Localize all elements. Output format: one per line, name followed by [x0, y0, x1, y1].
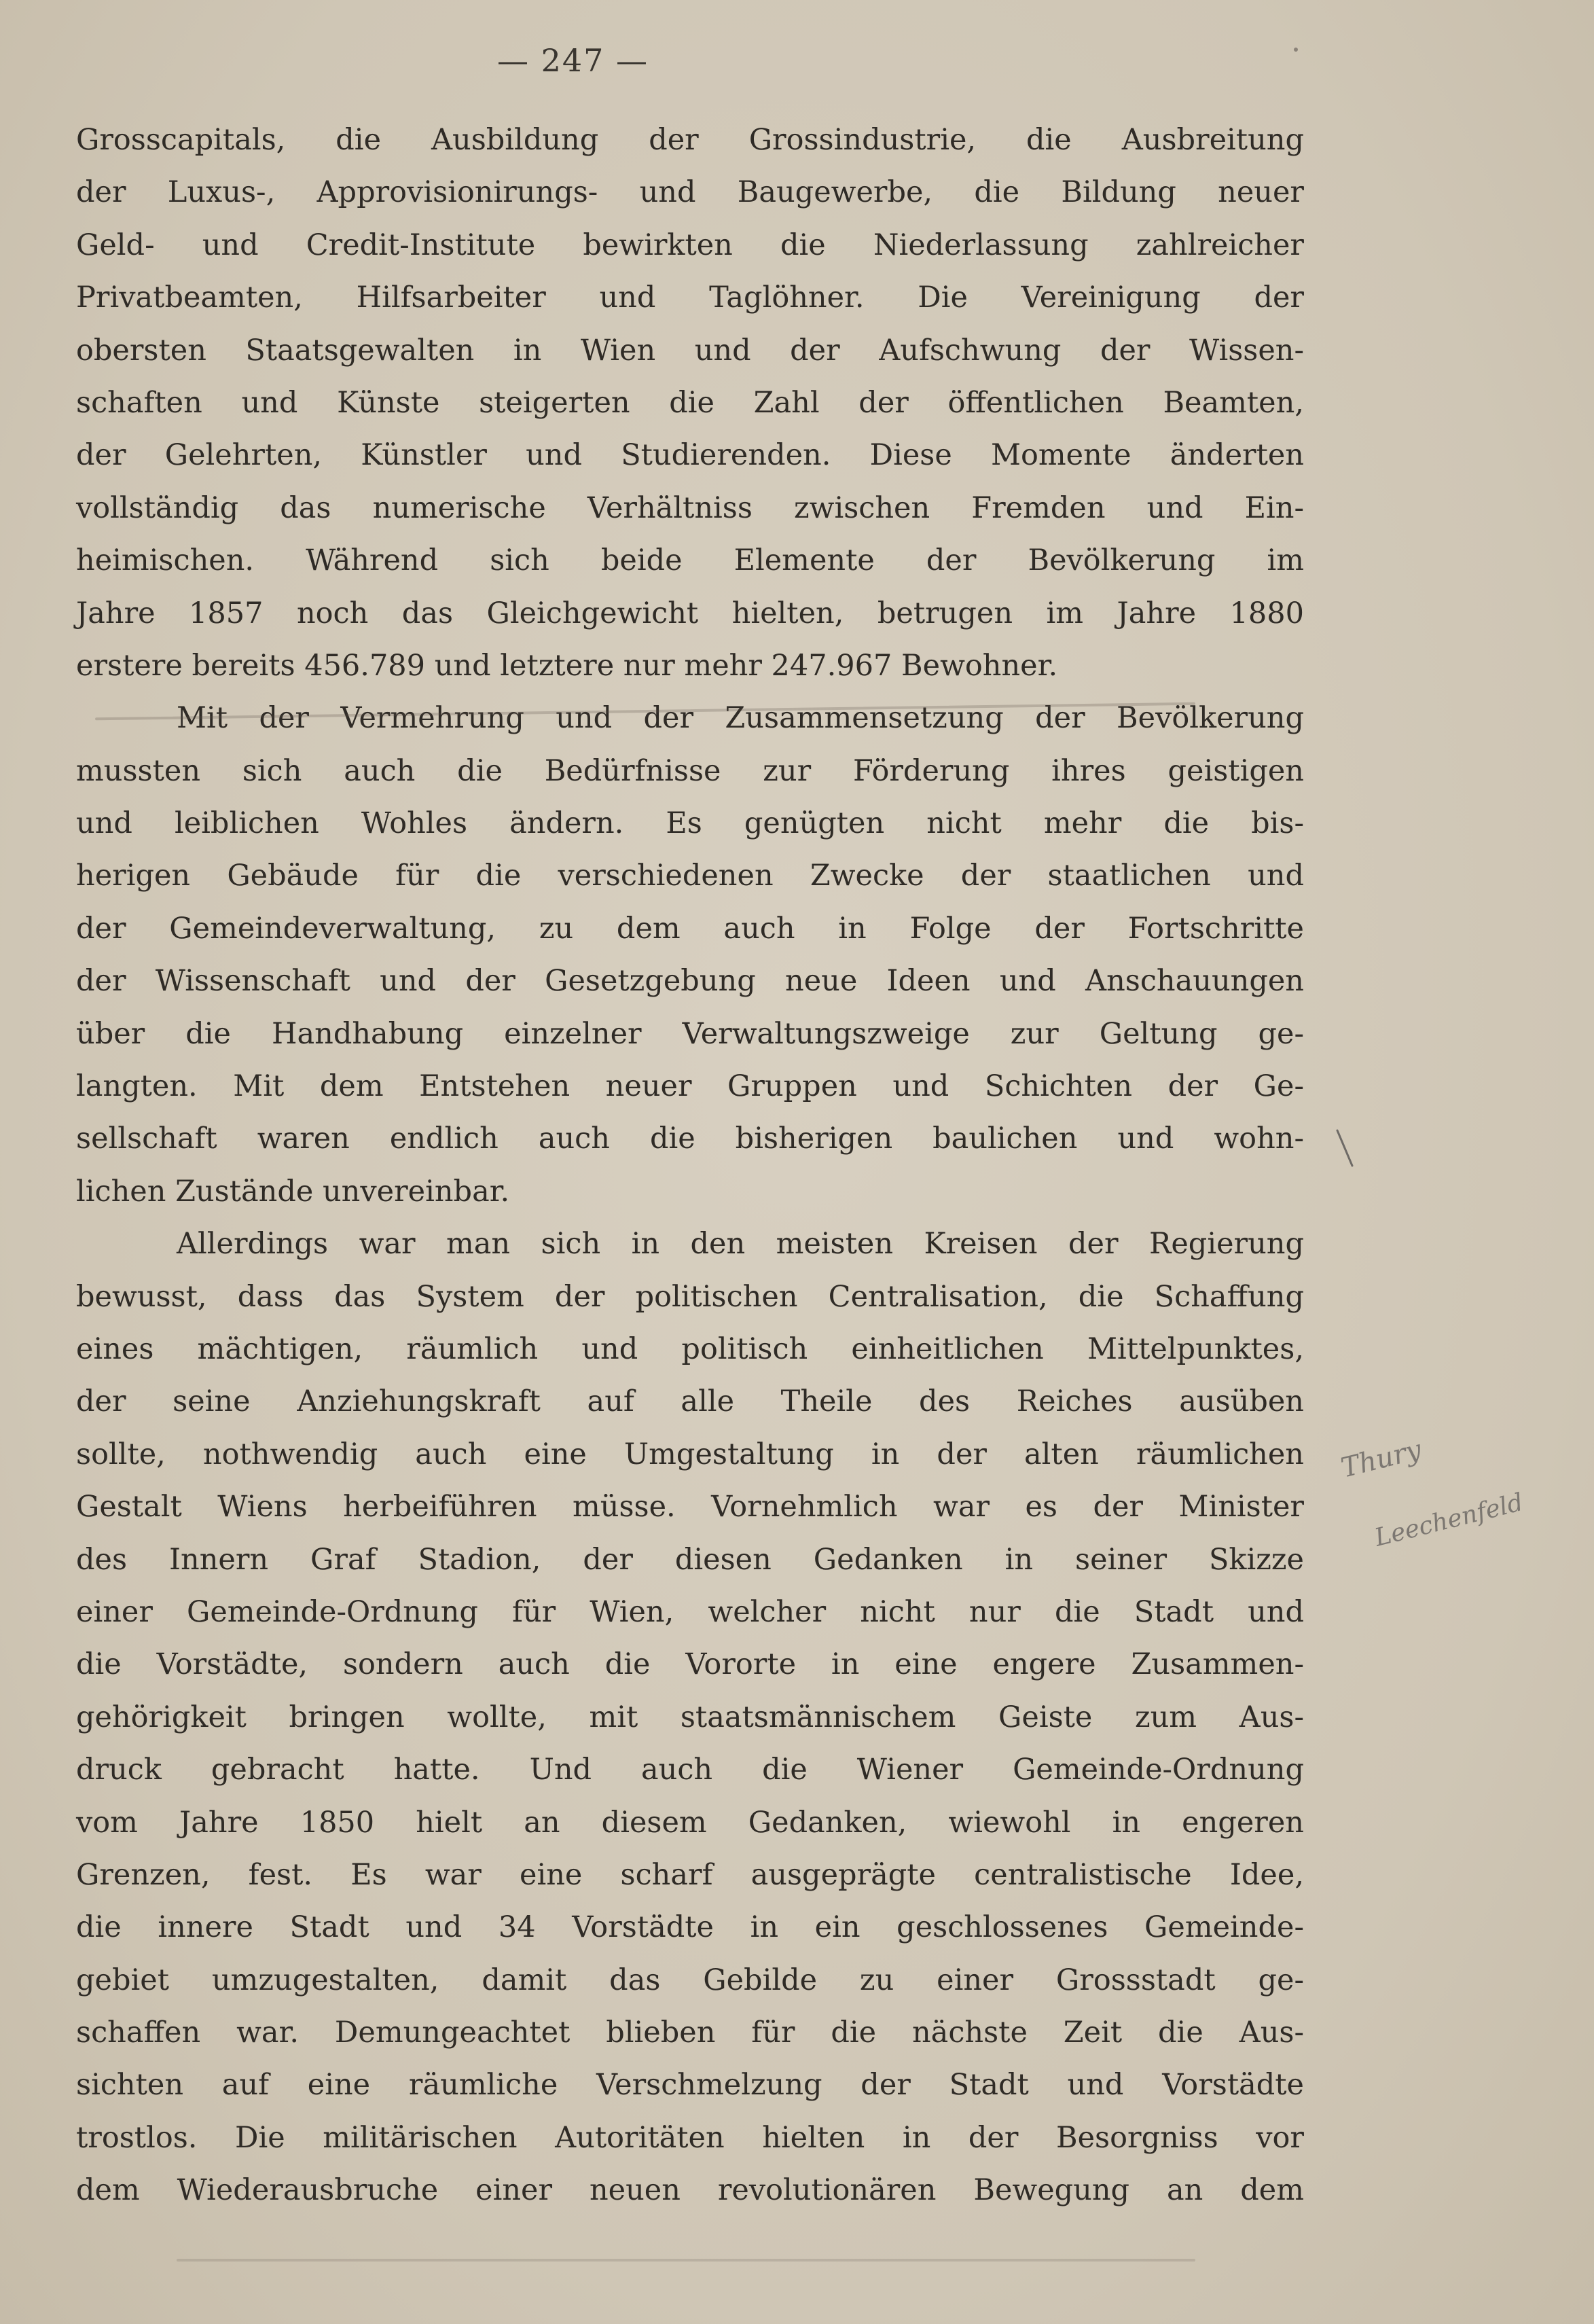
text-line: mussten sich auch die Bedürfnisse zur Förderung ihres geistigen	[76, 753, 1304, 788]
text-line: Gestalt Wiens herbeiführen müsse. Vornehmlich war es der Minister	[76, 1490, 1304, 1524]
text-line: Privatbeamten, Hilfsarbeiter und Taglöhner. Die Vereinigung der	[76, 281, 1304, 315]
text-line: bewusst, dass das System der politischen Centralisation, die Schaffung	[76, 1279, 1304, 1314]
handwritten-margin-note: Thury	[1338, 1433, 1425, 1484]
text-line: Geld- und Credit-Institute bewirkten die Niederlassung zahlreicher	[76, 228, 1304, 262]
text-line: Jahre 1857 noch das Gleichgewicht hielten, betrugen im Jahre 1880	[76, 596, 1304, 630]
text-line: der seine Anziehungskraft auf alle Theile des Reiches ausüben	[76, 1384, 1304, 1419]
text-line: über die Handhabung einzelner Verwaltungszweige zur Geltung ge-	[76, 1016, 1304, 1051]
text-line: schaften und Künste steigerten die Zahl der öffentlichen Beamten,	[76, 385, 1304, 420]
text-line: trostlos. Die militärischen Autoritäten hielten in der Besorgniss vor	[76, 2120, 1304, 2155]
text-line: obersten Staatsgewalten in Wien und der Aufschwung der Wissen-	[76, 333, 1304, 368]
text-line: des Innern Graf Stadion, der diesen Gedanken in seiner Skizze	[76, 1542, 1304, 1577]
text-line: lichen Zustände unvereinbar.	[76, 1174, 510, 1209]
text-line: vom Jahre 1850 hielt an diesem Gedanken, wiewohl in engeren	[76, 1805, 1304, 1840]
text-line: sichten auf eine räumliche Verschmelzung der Stadt und Vorstädte	[76, 2068, 1304, 2103]
text-line: Allerdings war man sich in den meisten Kreisen der Regierung	[177, 1227, 1304, 1262]
text-line: die innere Stadt und 34 Vorstädte in ein geschlossenes Gemeinde-	[76, 1910, 1304, 1945]
body-text	[76, 114, 1304, 2217]
text-line: gehörigkeit bringen wollte, mit staatsmännischem Geiste zum Aus-	[76, 1700, 1304, 1734]
text-line: eines mächtigen, räumlich und politisch einheitlichen Mittelpunktes,	[76, 1331, 1304, 1366]
text-line: gebiet umzugestalten, damit das Gebilde zu einer Grossstadt ge-	[76, 1963, 1304, 1997]
text-line: die Vorstädte, sondern auch die Vororte in eine engere Zusammen-	[76, 1647, 1304, 1682]
text-line: und leiblichen Wohles ändern. Es genügten nicht mehr die bis-	[76, 806, 1304, 841]
text-line: einer Gemeinde-Ordnung für Wien, welcher nicht nur die Stadt und	[76, 1594, 1304, 1629]
text-line: der Wissenschaft und der Gesetzgebung neue Ideen und Anschauungen	[76, 964, 1304, 999]
margin-slash-mark	[1335, 1128, 1355, 1168]
text-line: der Gelehrten, Künstler und Studierenden. Diese Momente änderten	[76, 438, 1304, 473]
text-line: dem Wiederausbruche einer neuen revolutionären Bewegung an dem	[76, 2173, 1304, 2208]
text-line: langten. Mit dem Entstehen neuer Gruppen und Schichten der Ge-	[76, 1069, 1304, 1104]
text-line: Grenzen, fest. Es war eine scharf ausgeprägte centralistische Idee,	[76, 1857, 1304, 1892]
text-line: heimischen. Während sich beide Elemente der Bevölkerung im	[76, 543, 1304, 578]
text-line: vollständig das numerische Verhältniss zwischen Fremden und Ein-	[76, 490, 1304, 525]
pencil-underline	[177, 2259, 1195, 2262]
text-line: der Luxus-, Approvisionirungs- und Baugewerbe, die Bildung neuer	[76, 175, 1304, 210]
handwritten-margin-note: Leechenfeld	[1372, 1488, 1526, 1552]
text-line: Grosscapitals, die Ausbildung der Grossindustrie, die Ausbreitung	[76, 123, 1304, 157]
text-line: Mit der Vermehrung und der Zusammensetzung der Bevölkerung	[177, 701, 1304, 736]
text-line: sellschaft waren endlich auch die bisherigen baulichen und wohn-	[76, 1122, 1304, 1156]
text-line: herigen Gebäude für die verschiedenen Zwecke der staatlichen und	[76, 859, 1304, 893]
text-line: der Gemeindeverwaltung, zu dem auch in Folge der Fortschritte	[76, 911, 1304, 946]
text-line: sollte, nothwendig auch eine Umgestaltung in der alten räumlichen	[76, 1437, 1304, 1471]
page-number: — 247 —	[496, 42, 649, 79]
paper-speck	[1294, 48, 1298, 52]
text-line: schaffen war. Demungeachtet blieben für die nächste Zeit die Aus-	[76, 2016, 1304, 2050]
text-line: druck gebracht hatte. Und auch die Wiener Gemeinde-Ordnung	[76, 1753, 1304, 1787]
text-line: erstere bereits 456.789 und letztere nur mehr 247.967 Bewohner.	[76, 648, 1058, 683]
